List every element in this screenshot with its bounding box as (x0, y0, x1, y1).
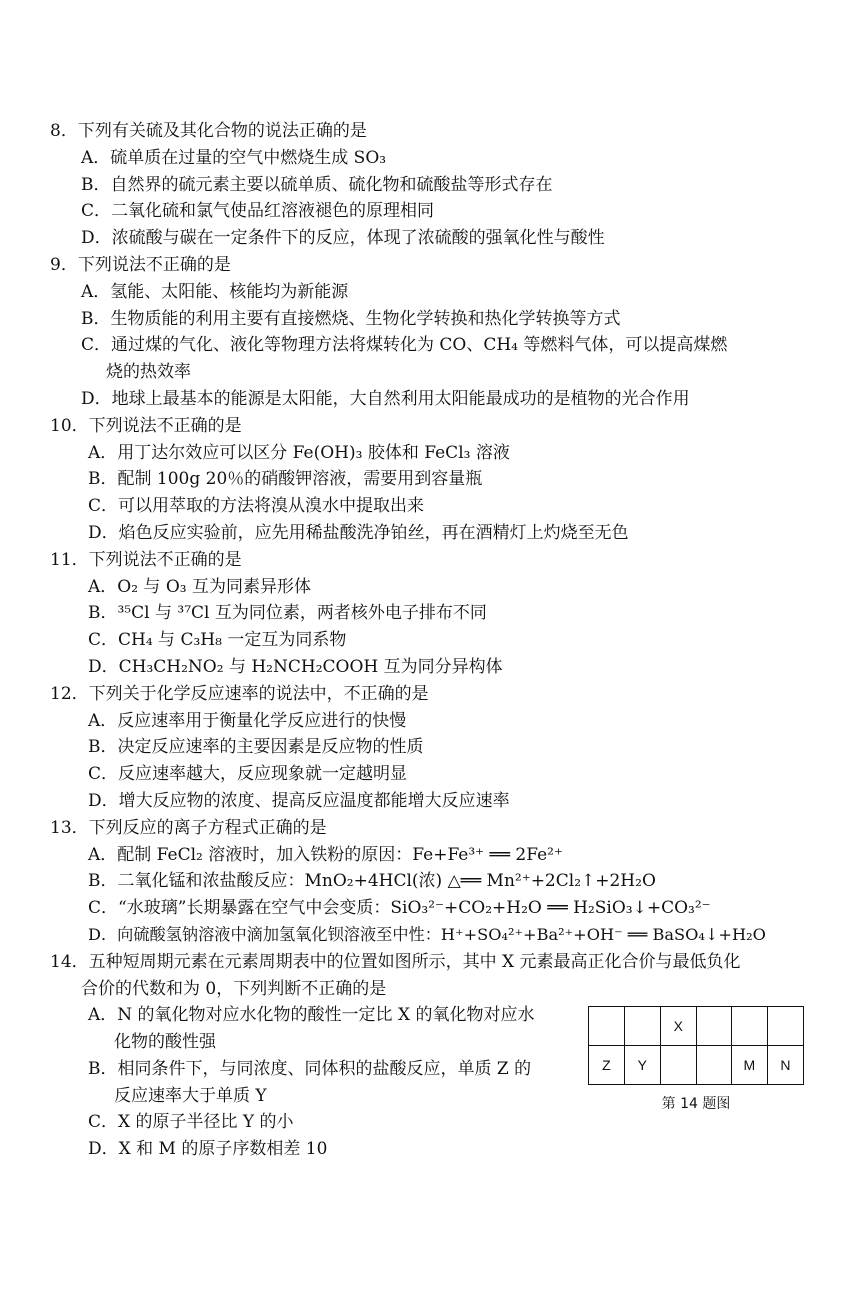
question-10 (0, 413, 860, 547)
option-c: C．CH₄ 与 C₃H₈ 一定互为同系物 (88, 630, 347, 651)
option-d: D．CH₃CH₂NO₂ 与 H₂NCH₂COOH 互为同分异构体 (88, 656, 503, 677)
option-b: B．相同条件下，与同浓度、同体积的盐酸反应，单质 Z 的 (88, 1058, 532, 1079)
option-d: D．浓硫酸与碳在一定条件下的反应，体现了浓硫酸的强氧化性与酸性 (81, 228, 605, 249)
question-stem: 11．下列说法不正确的是 (50, 549, 242, 570)
option-c: C．通过煤的气化、液化等物理方法将煤转化为 CO、CH₄ 等燃料气体，可以提高煤燃 (81, 335, 728, 356)
table-cell: M (731, 1046, 767, 1085)
option-a: A．反应速率用于衡量化学反应进行的快慢 (88, 710, 407, 731)
table-cell (624, 1007, 660, 1046)
period-row-2 (589, 1007, 804, 1046)
option-b: B．³⁵Cl 与 ³⁷Cl 互为同位素，两者核外电子排布不同 (88, 603, 487, 624)
table-cell (696, 1046, 731, 1085)
table-cell (589, 1007, 625, 1046)
question-9 (0, 252, 860, 413)
question-stem: 9．下列说法不正确的是 (50, 254, 231, 275)
figure-caption: 第 14 题图 (661, 1096, 731, 1112)
question-stem: 12．下列关于化学反应速率的说法中，不正确的是 (50, 683, 429, 704)
option-b: B．生物质能的利用主要有直接燃烧、生物化学转换和热化学转换等方式 (81, 308, 621, 329)
option-d: D．X 和 M 的原子序数相差 10 (88, 1139, 328, 1160)
periodic-table-grid (588, 1006, 804, 1085)
question-13 (0, 815, 860, 949)
option-c: C．二氧化硫和氯气使品红溶液褪色的原理相同 (81, 201, 435, 222)
option-d: D．焰色反应实验前，应先用稀盐酸洗净铂丝，再在酒精灯上灼烧至无色 (88, 522, 629, 543)
option-d: D．地球上最基本的能源是太阳能，大自然利用太阳能最成功的是植物的光合作用 (81, 388, 690, 409)
option-d: D．向硫酸氢钠溶液中滴加氢氧化钡溶液至中性：H⁺+SO₄²⁺+Ba²⁺+OH⁻ ══ BaSO₄↓+H₂O (88, 924, 766, 944)
question-11 (0, 547, 860, 681)
question-8 (0, 118, 860, 252)
table-cell: Z (589, 1046, 625, 1085)
option-a-continued: 化物的酸性强 (114, 1032, 216, 1053)
question-stem: 8．下列有关硫及其化合物的说法正确的是 (50, 121, 367, 141)
period-row-3 (589, 1046, 804, 1085)
question-stem: 13．下列反应的离子方程式正确的是 (50, 817, 327, 838)
option-c: C．可以用萃取的方法将溴从溴水中提取出来 (88, 496, 425, 517)
option-b: B．自然界的硫元素主要以硫单质、硫化物和硫酸盐等形式存在 (81, 174, 553, 195)
question-12 (0, 681, 860, 815)
table-cell (767, 1007, 803, 1046)
option-b: B．决定反应速率的主要因素是反应物的性质 (88, 737, 424, 758)
table-cell: N (767, 1046, 803, 1085)
option-c-continued: 烧的热效率 (106, 362, 191, 383)
option-a: A．硫单质在过量的空气中燃烧生成 SO₃ (81, 147, 387, 168)
option-c: C．反应速率越大，反应现象就一定越明显 (88, 764, 408, 785)
table-cell: Y (624, 1046, 660, 1085)
question-stem-continued: 合价的代数和为 0，下列判断不正确的是 (81, 978, 387, 999)
question-stem: 10．下列说法不正确的是 (50, 415, 242, 436)
question-stem: 14．五种短周期元素在元素周期表中的位置如图所示，其中 X 元素最高正化合价与最低负化 (50, 951, 741, 972)
option-a: A．N 的氧化物对应水化物的酸性一定比 X 的氧化物对应水 (88, 1005, 535, 1026)
option-c: C．“水玻璃”长期暴露在空气中会变质：SiO₃²⁻+CO₂+H₂O ══ H₂SiO₃↓+CO₃²⁻ (88, 898, 711, 919)
option-a: A．氢能、太阳能、核能均为新能源 (81, 281, 349, 302)
option-a: A．用丁达尔效应可以区分 Fe(OH)₃ 胶体和 FeCl₃ 溶液 (88, 442, 510, 463)
option-a: A．配制 FeCl₂ 溶液时，加入铁粉的原因：Fe+Fe³⁺ ══ 2Fe²⁺ (88, 844, 563, 865)
table-cell (731, 1007, 767, 1046)
option-c: C．X 的原子半径比 Y 的小 (88, 1112, 294, 1133)
table-cell (696, 1007, 731, 1046)
periodic-table-figure (588, 1006, 804, 1113)
table-cell (660, 1046, 696, 1085)
table-cell: X (660, 1007, 696, 1046)
option-b: B．配制 100g 20％的硝酸钾溶液，需要用到容量瓶 (88, 469, 483, 490)
option-b-continued: 反应速率大于单质 Y (114, 1085, 267, 1106)
option-b: B．二氧化锰和浓盐酸反应：MnO₂+4HCl(浓) △══ Mn²⁺+2Cl₂↑+2H₂O (88, 871, 656, 892)
option-d: D．增大反应物的浓度、提高反应温度都能增大反应速率 (88, 790, 510, 811)
option-a: A．O₂ 与 O₃ 互为同素异形体 (88, 576, 311, 597)
